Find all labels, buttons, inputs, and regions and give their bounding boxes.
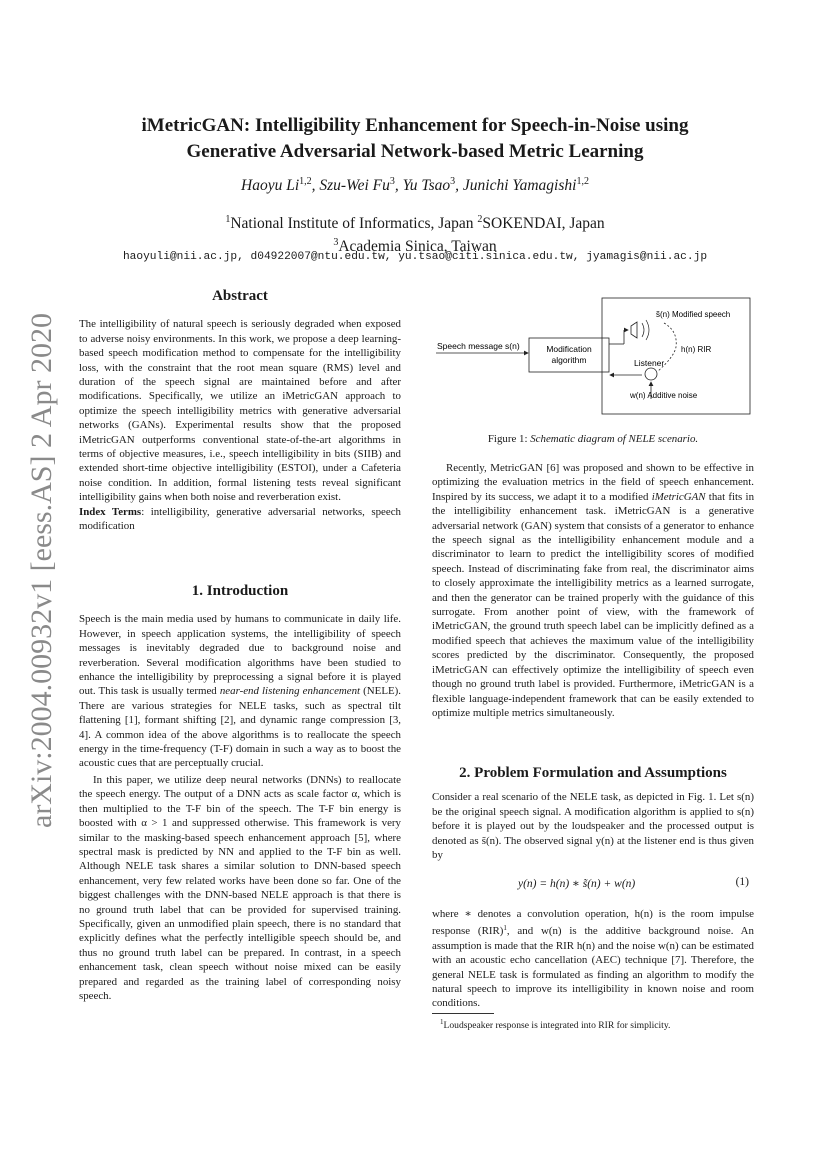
equation-body: y(n) = h(n) ∗ s̃(n) + w(n) — [518, 878, 636, 890]
fig-modification: Modification — [546, 344, 592, 354]
intro-paragraph-2: In this paper, we utilize deep neural networks (DNNs) to reallocate the speech energy. The output of a DNN acts as scale factor α, which is then multiplied to the T-F bin of the speech. The T-F bin energy is boosted with α > 1 and suppressed otherwise. This framework is very similar to the masking-based speech enhancement approach [5], where spectral mask is predicted by NN and applied to the T-F bin as well. Although NELE task shares a similar solution to DNN-based speech enhancement, very few related works have been done so far. One of the biggest challenges with the DNN-based NELE approach is that there is no ground truth label that can be provided for supervised training. Specifically, given an unmodified plain speech, there is no standard that explicitly defines what the perfectly intelligible speech should be, and thus no ground truth label can be prepared. In contrast, in a speech enhancement task, clean speech without noise mixed can be easily prepared and regarded as the training label of corresponding noisy speech. — [79, 773, 401, 1002]
author-list: Haoyu Li$^{1,2}$, Szu-Wei Fu$^3$, Yu Tsao$^3$, Junichi Yamagishi$^{1,2}$ — [241, 176, 589, 194]
author-name: Junichi Yamagishi — [462, 177, 577, 194]
abstract-heading: Abstract — [212, 288, 268, 304]
arxiv-identifier: arXiv:2004.00932v1 [eess.AS] 2 Apr 2020 — [25, 313, 58, 828]
section-2-continued — [432, 907, 754, 1011]
affiliation-line-2: $^3$Academia Sinica, Taiwan — [333, 237, 497, 255]
author-name: Haoyu Li — [241, 177, 300, 194]
affiliations — [80, 210, 750, 256]
author-emails: haoyuli@nii.ac.jp, d04922007@ntu.edu.tw, yu.tsao@citi.sinica.edu.tw, jyamagis@nii.ac.jp — [122, 251, 708, 263]
section-2-paragraph-2: where ∗ denotes a convolution operation, h(n) is the room impulse response (RIR)$^1$, and w(n) is the additive background noise. An assumption is made that the RIR h(n) and the noise w(n) can be estimated with an acoustic echo cancellation (AEC) technique [7]. Therefore, the general NELE task is formulated as finding an algorithm to modify the natural speech to improve its intelligibility in known noise and room conditions. — [432, 908, 754, 1010]
intro-paragraph-1: Speech is the main media used by humans to communicate in daily life. However, in speech application systems, the intelligibility of speech messages is inevitably degraded due to background noise and reverberation. Several modification algorithms have been studied to enhance the intelligibility by preprocessing a signal before it is played out. This task is usually termed near-end listening enhancement (NELE). There are various strategies for NELE tasks, such as spectral tilt flattening [1], formant shifting [2], and dynamic range compression [3, 4]. A common idea of the above algorithms is to reallocate the speech energy in the time-frequency (T-F) domain in such a way as to boost the acoustic cues that are perceptually crucial. — [79, 613, 401, 770]
fig-additive-noise: w(n) Additive noise — [630, 391, 698, 400]
author-name: Szu-Wei Fu — [319, 177, 390, 194]
fig-algorithm: algorithm — [551, 355, 587, 365]
paper-title — [80, 113, 750, 165]
affiliation-line-1: $^1$National Institute of Informatics, Japan $^2$SOKENDAI, Japan — [225, 214, 605, 232]
abstract-body: The intelligibility of natural speech is seriously degraded when exposed to adverse noisy environments. In this work, we propose a deep learning-based speech modification method to compensate for the intelligibility loss, with the constraint that the root mean square (RMS) level and duration of the speech signal are maintained before and after modifications. Specifically, we utilize an iMetricGAN approach to optimize the speech intelligibility metrics with generative adversarial networks (GANs). Experimental results show that the proposed iMetricGAN outperforms conventional state-of-the-art algorithms in terms of objective measures, i.e., speech intelligibility in bits (SIIB) and extended short-time objective intelligibility (ESTOI), under a Cafeteria noise condition. In addition, formal listening tests reveal significant intelligibility gains when both noise and reverberation exist. — [79, 318, 401, 504]
fig-modified-speech: s̃(n) Modified speech — [656, 310, 731, 319]
author-affil-sup: 3 — [389, 176, 395, 187]
title-line-1: iMetricGAN: Intelligibility Enhancement for Speech-in-Noise using — [141, 115, 689, 136]
fig-rir: h(n) RIR — [681, 345, 712, 354]
nele-diagram — [432, 296, 754, 416]
right-paragraph-1: Recently, MetricGAN [6] was proposed and shown to be effective in optimizing the evaluation metrics in the field of speech enhancement. Inspired by its success, we adapt it to a modified iMetricGAN that fits in the intelligibility enhancement task. iMetricGAN is a generative adversarial network (GAN) system that consists of a generator to enhance the speech signal as the intelligibility enhancement module and a discriminator to learn to predict the intelligibility scores of modified speech. Instead of discriminating fake from real, the discriminator aims to closely approximate the intelligibility metrics as a learned surrogate, and then the generator can be trained properly with the guidance of this surrogate. From another point of view, with the framework of iMetricGAN, the ground truth speech label can be implicitly defined as a modified speech that achieves the maximum value of the intelligibility scores predicted by the discriminator. Consequently, the proposed iMetricGAN can effectively optimize the intelligibility of speech even though no ground truth label is provided. Furthermore, iMetricGAN is a flexible language-independent framework that can be easily extended to optimize multiple metrics simultaneously. — [432, 462, 755, 719]
equation-number: (1) — [735, 876, 749, 888]
figure-1 — [432, 296, 754, 416]
figure-1-caption: Figure 1: Schematic diagram of NELE scenario. — [487, 433, 699, 445]
abstract-section — [79, 289, 401, 534]
right-column-intro — [432, 461, 754, 720]
fig-listener: Listener — [634, 358, 665, 368]
author-name: Yu Tsao — [402, 177, 451, 194]
footnote: $^1$Loudspeaker response is integrated into RIR for simplicity. — [440, 1018, 671, 1031]
index-terms: Index Terms: intelligibility, generative adversarial networks, speech modification — [79, 505, 401, 533]
loudspeaker-icon — [631, 322, 637, 338]
footnote-rule — [432, 1013, 494, 1014]
introduction-heading: 1. Introduction — [191, 583, 289, 599]
author-affil-sup: 1,2 — [299, 176, 312, 187]
problem-formulation-section — [432, 766, 754, 862]
fig-speech-message: Speech message s(n) — [437, 341, 520, 351]
introduction-section — [79, 584, 401, 1003]
author-affil-sup: 1,2 — [576, 176, 589, 187]
section-2-heading: 2. Problem Formulation and Assumptions — [459, 765, 727, 781]
section-2-paragraph-1: Consider a real scenario of the NELE task, as depicted in Fig. 1. Let s(n) be the original speech signal. A modification algorithm is applied to s(n) before it is played out by the loudspeaker and the processed output is denoted as s̃(n). The observed signal y(n) at the listener end is thus given by — [432, 791, 754, 862]
listener-icon — [645, 368, 657, 380]
title-line-2: Generative Adversarial Network-based Metric Learning — [186, 141, 644, 162]
author-affil-sup: 3 — [450, 176, 456, 187]
